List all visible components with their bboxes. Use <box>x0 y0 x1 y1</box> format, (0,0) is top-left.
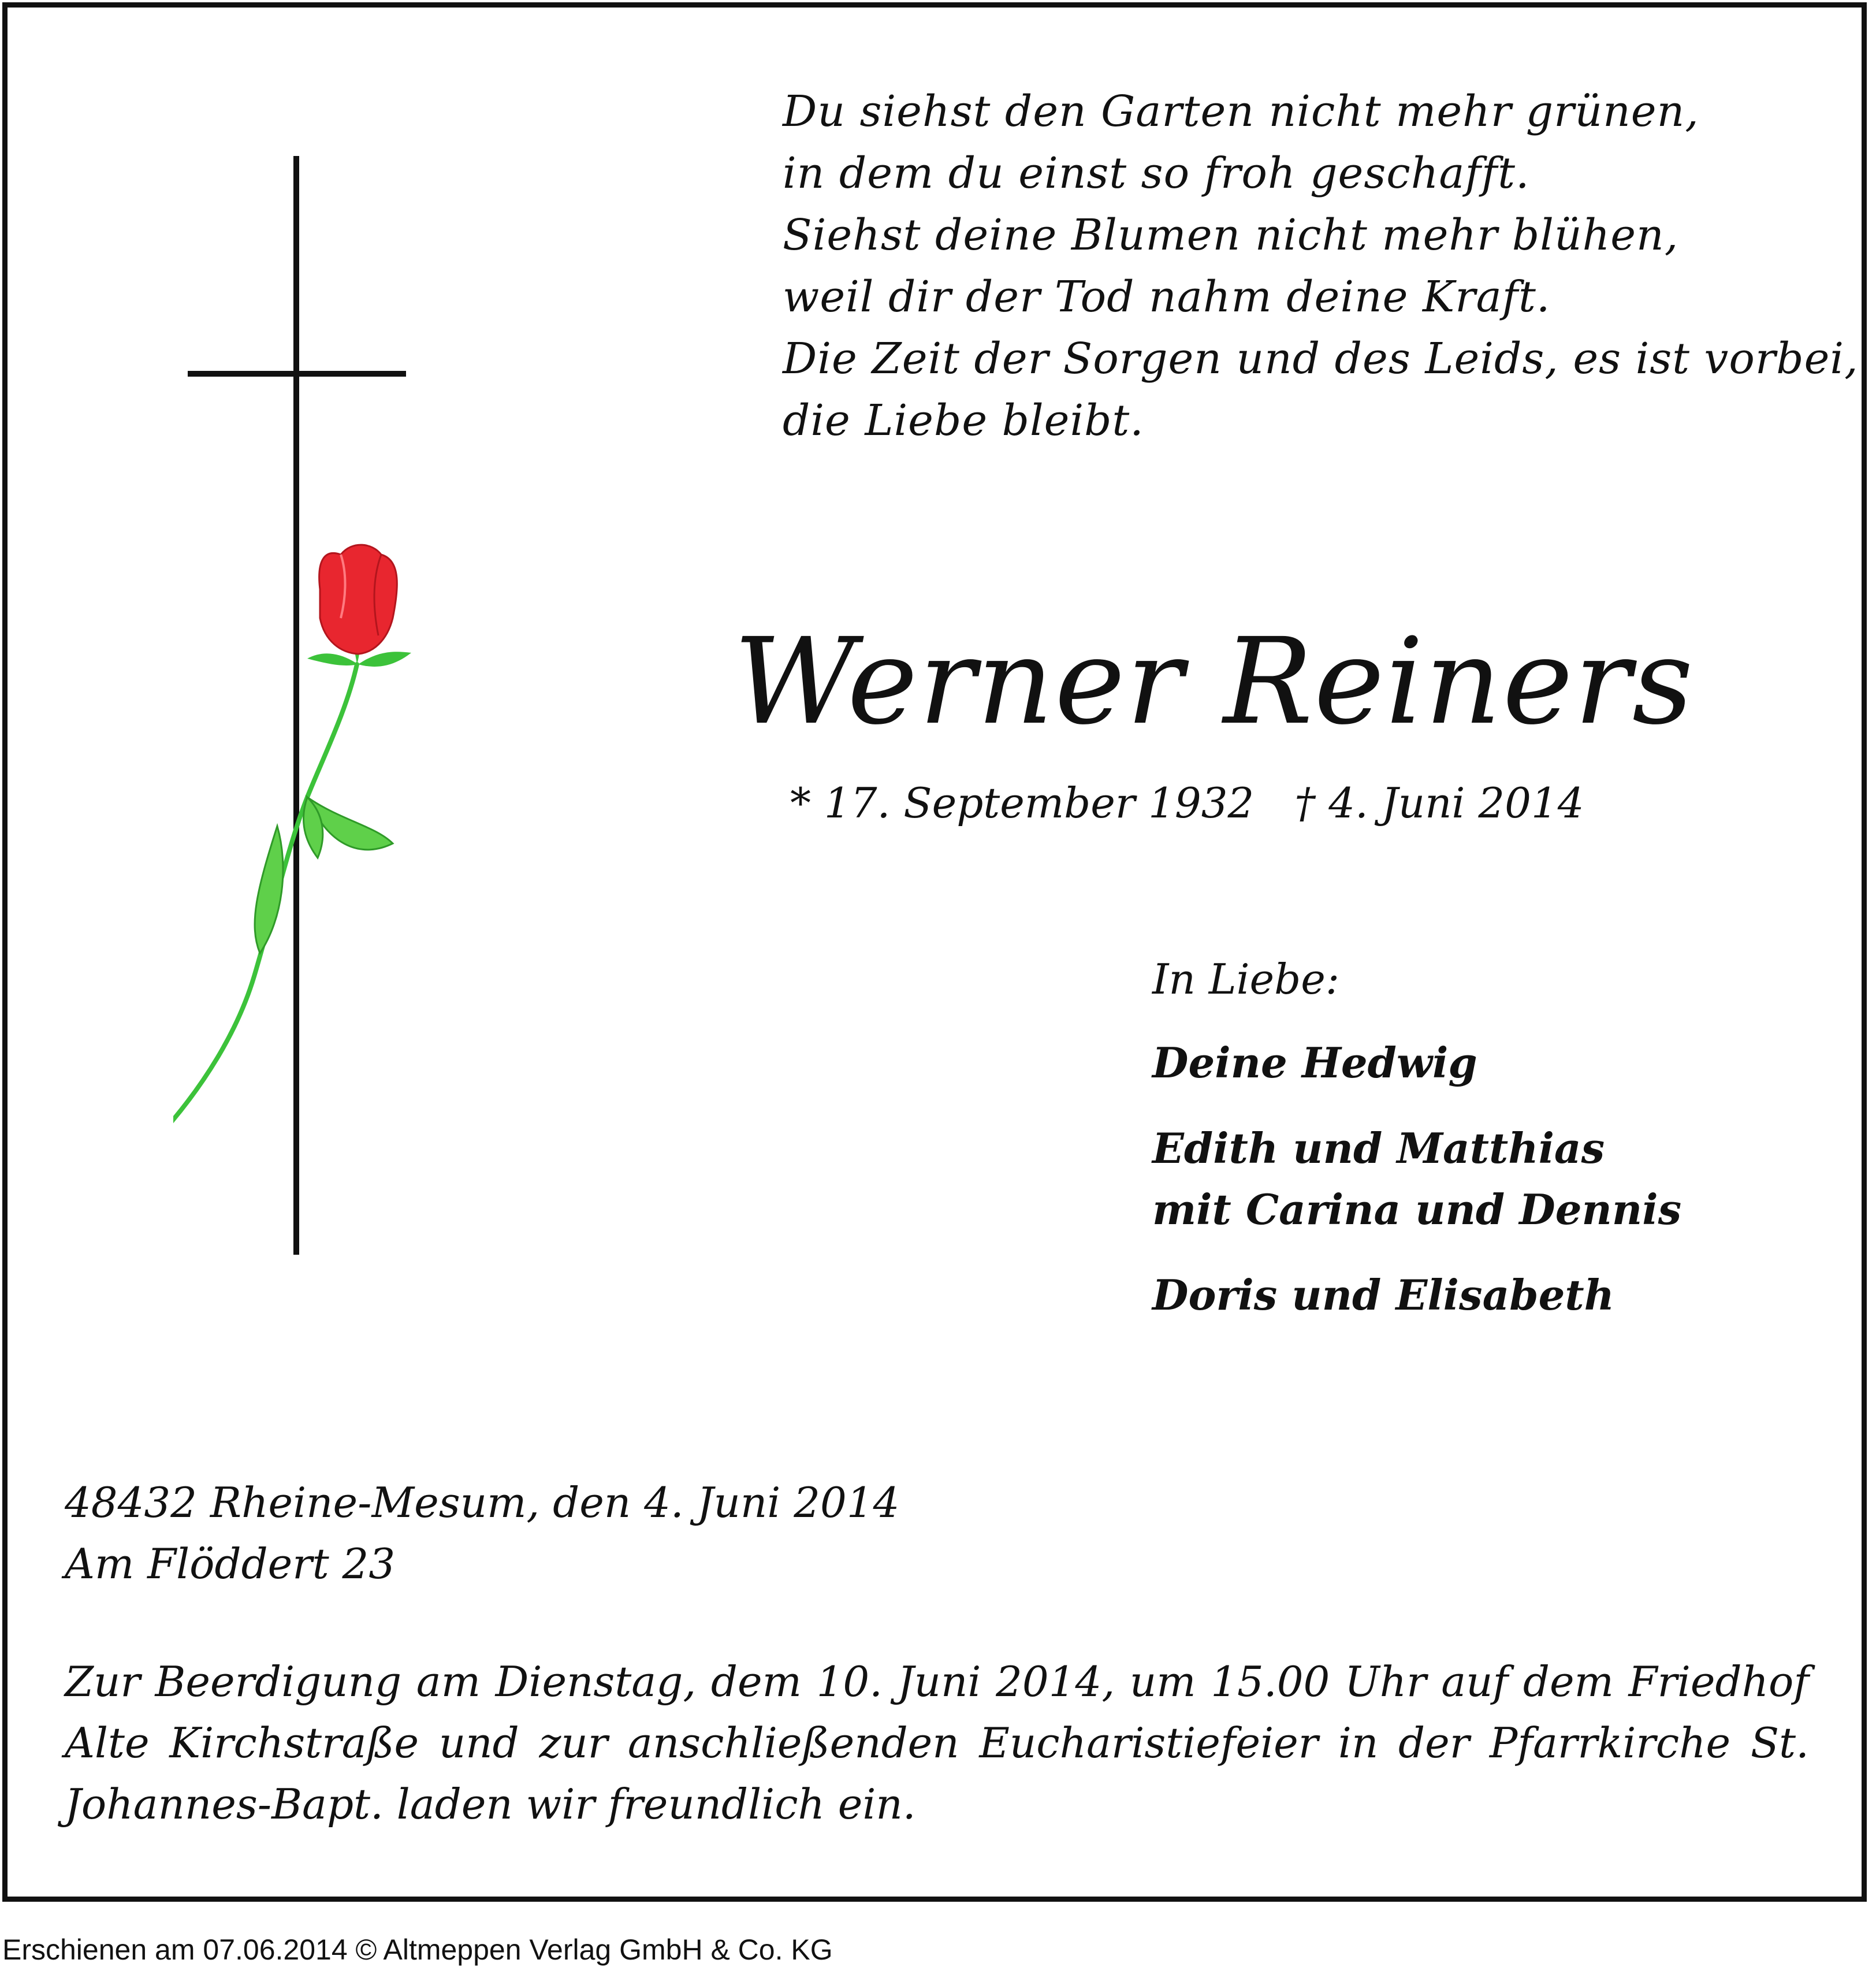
mourner-name: Deine Hedwig <box>1152 1038 1477 1087</box>
cross-with-rose-illustration <box>173 156 427 1259</box>
rose-sepal <box>307 653 358 665</box>
mourner-name: mit Carina und Dennis <box>1152 1185 1682 1234</box>
address-place-date: 48432 Rheine-Mesum, den 4. Juni 2014 <box>65 1478 900 1527</box>
poem-line: weil dir der Tod nahm deine Kraft. <box>783 272 1551 322</box>
mourner-name: Edith und Matthias <box>1152 1124 1605 1173</box>
poem-line: Siehst deine Blumen nicht mehr blühen, <box>783 210 1679 260</box>
address-street: Am Flöddert 23 <box>65 1540 396 1588</box>
death-date: † 4. Juni 2014 <box>1294 779 1584 827</box>
poem-line: Du siehst den Garten nicht mehr grünen, <box>783 87 1699 136</box>
life-dates <box>790 774 1584 832</box>
poem-line: Die Zeit der Sorgen und des Leids, es ist vorbei, <box>783 334 1859 384</box>
rose-leaf <box>255 826 283 953</box>
publication-footer: Erschienen am 07.06.2014 © Altmeppen Verlag GmbH & Co. KG <box>2 1934 833 1966</box>
poem <box>783 81 1859 452</box>
birth-date: * 17. September 1932 <box>790 779 1255 827</box>
poem-line: in dem du einst so froh geschafft. <box>783 148 1530 198</box>
rose-bloom <box>319 545 397 654</box>
deceased-name: Werner Reiners <box>734 612 1695 751</box>
rose-sepal <box>358 652 411 667</box>
cross-horizontal-bar <box>188 371 406 377</box>
mourner-name: Doris und Elisabeth <box>1152 1270 1614 1319</box>
mourner-group <box>1152 1265 1845 1326</box>
cross-vertical-bar <box>293 156 299 1255</box>
mourners <box>1152 950 1845 1350</box>
address-block <box>65 1472 899 1594</box>
mourner-group <box>1152 1118 1845 1240</box>
mourner-group <box>1152 1032 1845 1094</box>
funeral-notice: Zur Beerdigung am Dienstag, dem 10. Juni 2014, um 15.00 Uhr auf dem Friedhof Alte Kirchstraße und zur anschließenden Eucharistiefeier in der Pfarrkirche St. Johannes-Bapt. laden wir freundlich ein. <box>65 1657 1809 1828</box>
poem-line: die Liebe bleibt. <box>783 396 1144 445</box>
mourners-intro: In Liebe: <box>1152 955 1340 1003</box>
